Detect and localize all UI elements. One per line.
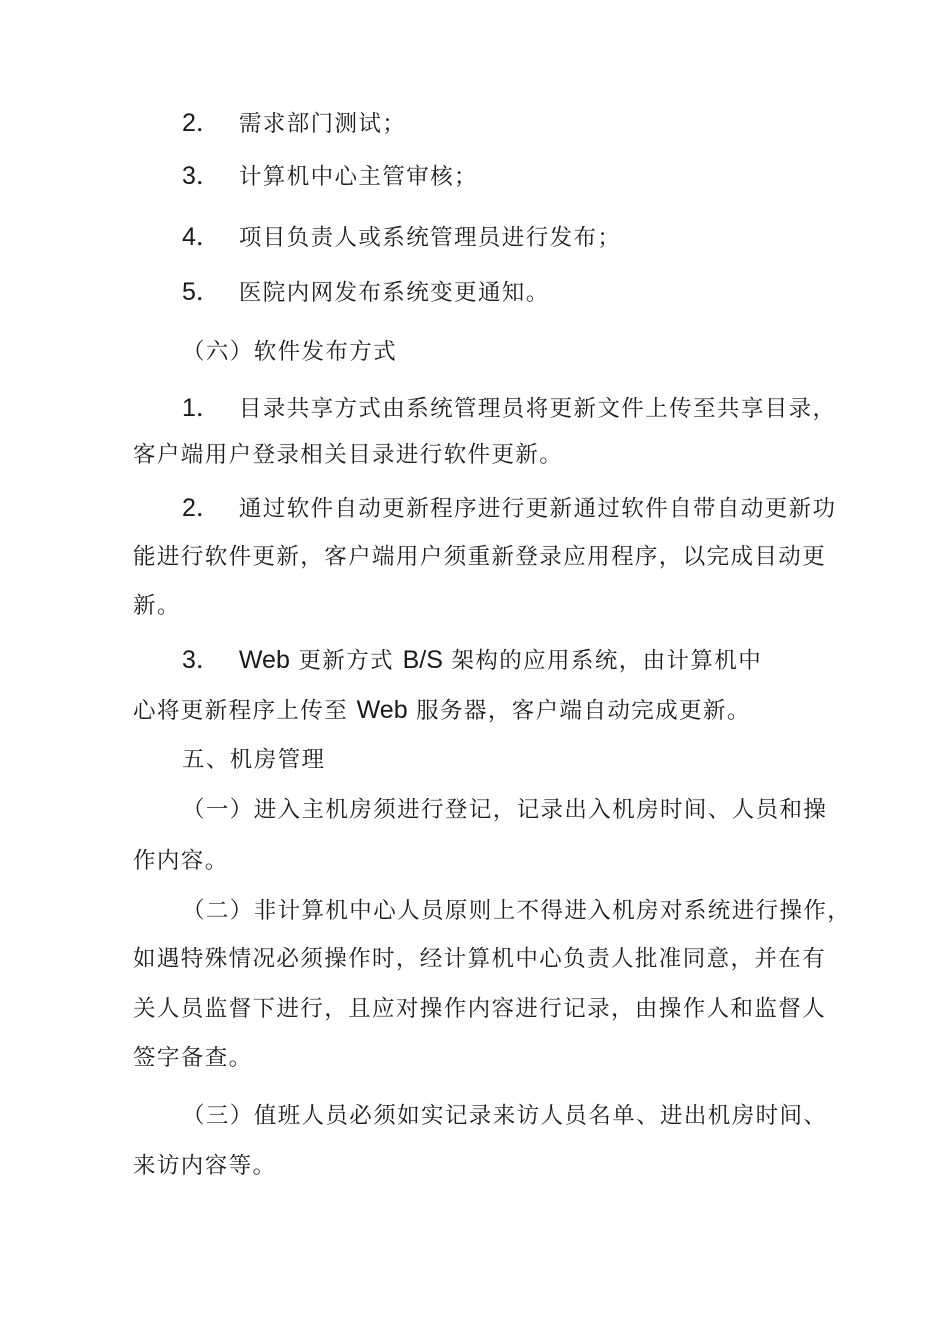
paragraph-text: 关人员监督下进行，且应对操作内容进行记录，由操作人和监督人 (133, 996, 827, 1022)
list-number: 2． (182, 109, 221, 137)
paragraph-text: 服务器，客户端自动完成更新。 (407, 698, 751, 724)
list-number: 3． (182, 646, 221, 674)
paragraph-line (133, 440, 563, 470)
latin-text: Web (238, 646, 290, 674)
list-item-3 (182, 161, 478, 192)
section-heading-machine-room (182, 745, 325, 775)
paragraph-line (133, 695, 751, 726)
list-item-5 (182, 277, 550, 308)
list-number: 1． (182, 394, 221, 422)
paragraph-line (133, 846, 229, 876)
paragraph-line (133, 542, 826, 572)
paragraph-text: 心将更新程序上传至 (133, 698, 357, 724)
paragraph-text: 来访内容等。 (133, 1153, 277, 1179)
latin-text: B/S (402, 646, 443, 674)
list-item-3b (182, 645, 762, 676)
heading-text: （六）软件发布方式 (182, 339, 398, 365)
paragraph-line (133, 1151, 276, 1181)
paragraph-line (182, 1101, 827, 1131)
section-heading-software-release (182, 337, 397, 367)
paragraph-text: 签字备查。 (133, 1045, 253, 1071)
list-text: 架构的应用系统，由计算机中 (442, 648, 763, 674)
paragraph-text: （三）值班人员必须如实记录来访人员名单、进出机房时间、 (182, 1103, 828, 1129)
paragraph-text: 如遇特殊情况必须操作时，经计算机中心负责人批准同意，并在有 (133, 946, 827, 972)
paragraph-line (133, 944, 826, 974)
paragraph-line (133, 994, 826, 1024)
list-number: 3． (182, 162, 221, 190)
paragraph-line (133, 591, 181, 621)
list-text: 目录共享方式由系统管理员将更新文件上传至共享目录， (238, 396, 837, 422)
heading-text: 五、机房管理 (182, 747, 326, 773)
paragraph-text: 客户端用户登录相关目录进行软件更新。 (133, 442, 564, 468)
paragraph-text: 作内容。 (133, 848, 229, 874)
list-text: 项目负责人或系统管理员进行发布； (238, 225, 622, 251)
paragraph-text: 能进行软件更新，客户端用户须重新登录应用程序，以完成目动更 (133, 544, 827, 570)
list-text: 需求部门测试； (238, 111, 407, 137)
latin-text: Web (356, 696, 408, 724)
paragraph-text: （二）非计算机中心人员原则上不得进入机房对系统进行操作， (182, 898, 852, 924)
list-text: 通过软件自动更新程序进行更新通过软件自带自动更新功 (238, 496, 837, 522)
paragraph-line (133, 1043, 253, 1073)
list-number: 5． (182, 278, 221, 306)
list-item-2 (182, 108, 406, 139)
list-text: 更新方式 (289, 648, 403, 674)
list-item-1 (182, 393, 836, 424)
list-number: 2． (182, 494, 221, 522)
list-text: 计算机中心主管审核； (238, 164, 478, 190)
list-number: 4． (182, 223, 221, 251)
list-text: 医院内网发布系统变更通知。 (238, 280, 550, 306)
paragraph-text: 新。 (133, 593, 181, 619)
paragraph-line (182, 795, 827, 825)
list-item-2b (182, 493, 836, 524)
list-item-4 (182, 222, 621, 253)
paragraph-line (182, 896, 851, 926)
paragraph-text: （一）进入主机房须进行登记，记录出入机房时间、人员和操 (182, 797, 828, 823)
